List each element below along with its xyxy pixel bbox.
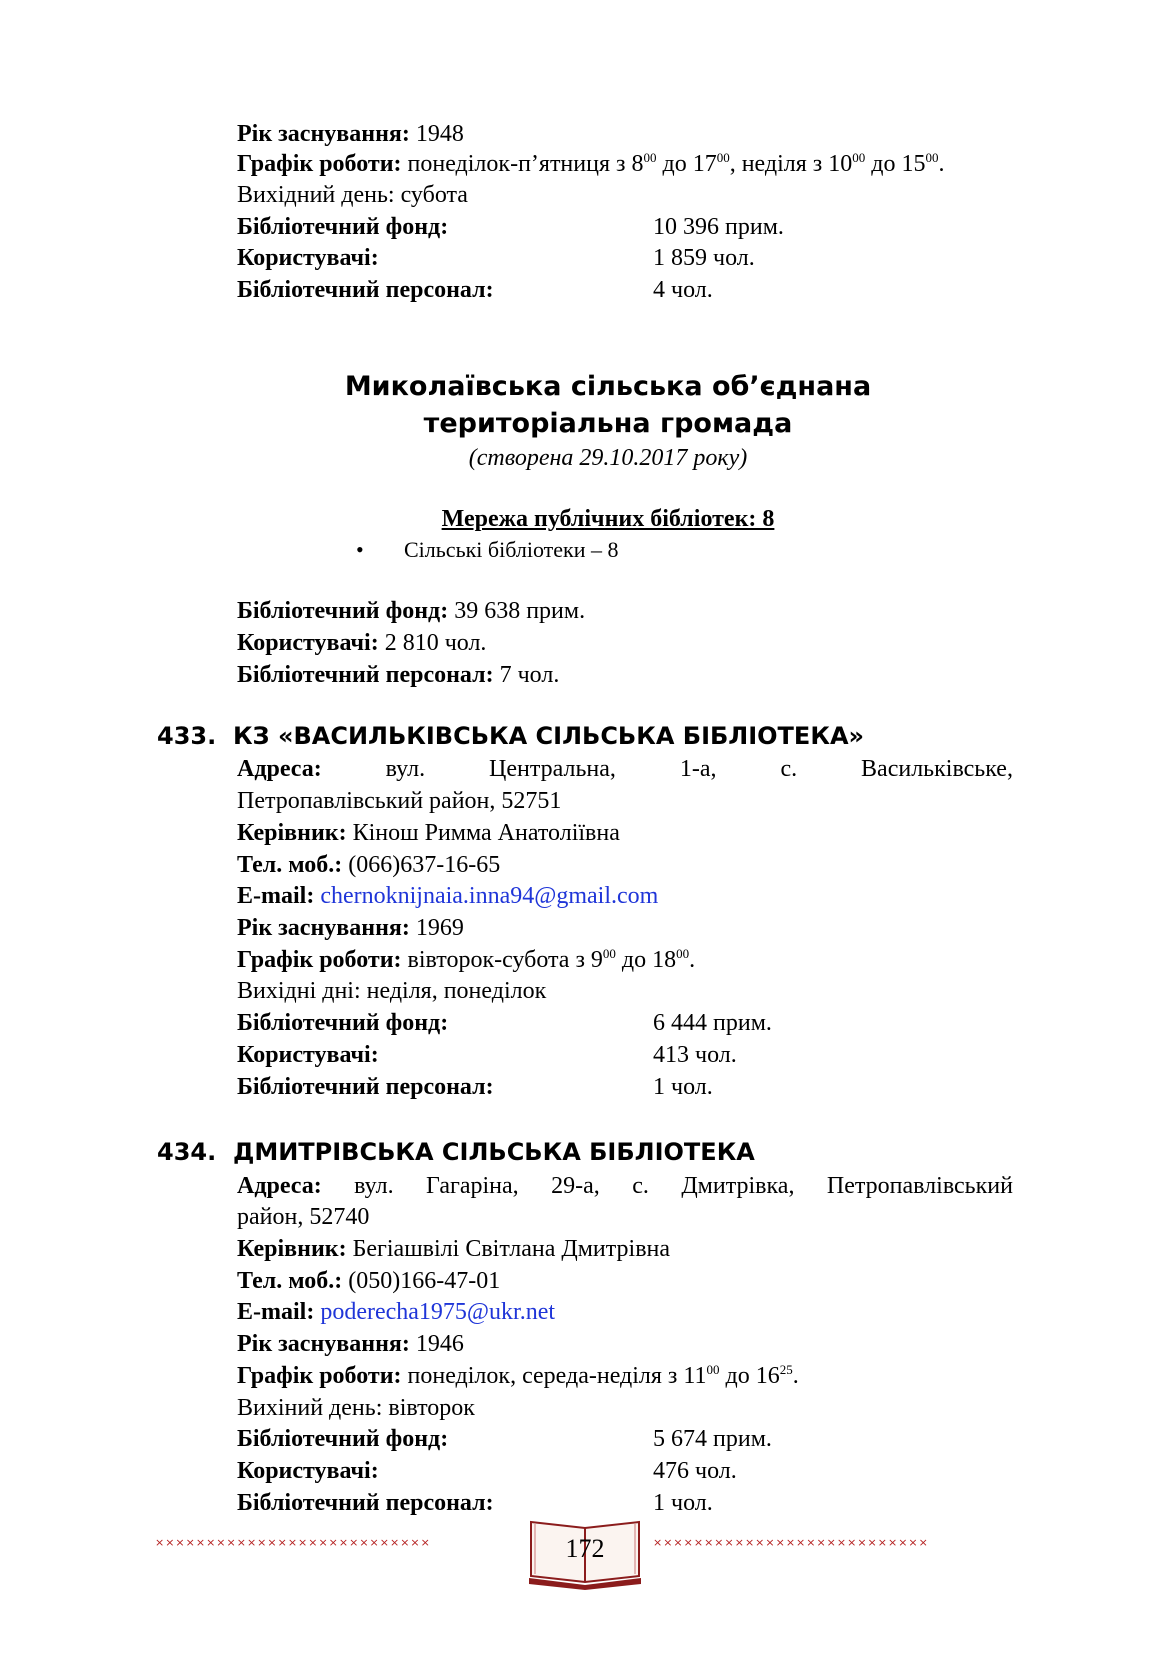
schedule-label: Графік роботи:: [237, 151, 402, 177]
address-word: 1-а,: [679, 756, 717, 782]
footer-ornament-right: ×××××××××××××××××××××××××××: [653, 1536, 929, 1549]
page-footer: [155, 1528, 1015, 1588]
entry-434-users-value: 476 чол.: [653, 1458, 737, 1484]
entry-434-dayoff-line: Вихіний день: вівторок: [237, 1395, 475, 1421]
bullet-text: Сільські бібліотеки – 8: [404, 537, 619, 562]
dayoff-line: Вихідний день: субота: [237, 182, 468, 208]
footer-ornament-left: ×××××××××××××××××××××××××××: [155, 1536, 431, 1549]
schedule-sup: 00: [852, 150, 866, 165]
entry-433-fund-label: Бібліотечний фонд:: [237, 1010, 449, 1036]
schedule-part: .: [689, 947, 696, 973]
schedule-part: вівторок-субота з 9: [401, 947, 603, 973]
entry-title: ДМИТРІВСЬКА СІЛЬСЬКА БІБЛІОТЕКА: [232, 1138, 755, 1166]
network-heading-text: Мережа публічних бібліотек: 8: [441, 506, 775, 532]
entry-title: КЗ «ВАСИЛЬКІВСЬКА СІЛЬСЬКА БІБЛІОТЕКА»: [232, 722, 865, 750]
community-fund-value: 39 638 прим.: [448, 598, 586, 624]
schedule-part: .: [792, 1363, 799, 1389]
phone-value: (050)166-47-01: [342, 1268, 501, 1294]
staff-value: 4 чол.: [653, 277, 713, 303]
community-fund-label: Бібліотечний фонд:: [237, 598, 449, 624]
email-label: E-mail:: [237, 883, 315, 909]
schedule-sup: 00: [925, 150, 939, 165]
users-label: Користувачі:: [237, 245, 379, 271]
address-word: Центральна,: [489, 756, 616, 782]
schedule-part: до 18: [615, 947, 677, 973]
entry-433-email-line: [237, 881, 658, 911]
schedule-part: понеділок, середа-неділя з 11: [401, 1363, 707, 1389]
schedule-part: до 15: [865, 151, 926, 177]
entry-434-staff-value: 1 чол.: [653, 1490, 713, 1516]
community-users-line: [237, 628, 486, 658]
entry-433-staff-label: Бібліотечний персонал:: [237, 1074, 494, 1100]
bullet-dot: •: [356, 537, 364, 562]
schedule-part: , неділя з 10: [729, 151, 853, 177]
entry-433-schedule-line: [237, 945, 695, 975]
community-created: (створена 29.10.2017 року): [468, 445, 748, 471]
schedule-label: Графік роботи:: [237, 947, 402, 973]
schedule-sup: 00: [676, 946, 690, 961]
entry-433-users-value: 413 чол.: [653, 1042, 737, 1068]
founded-label: Рік заснування:: [237, 915, 410, 941]
entry-434-heading: [157, 1137, 755, 1167]
founded-value: 1946: [409, 1331, 464, 1357]
entry-433-founded-line: [237, 913, 464, 943]
schedule-label: Графік роботи:: [237, 1363, 402, 1389]
schedule-part: понеділок-п’ятниця з 8: [401, 151, 644, 177]
entry-434-fund-value: 5 674 прим.: [653, 1426, 772, 1452]
address-word: с.: [632, 1173, 649, 1199]
community-fund-line: [237, 596, 585, 626]
address-word: Васильківське,: [861, 756, 1013, 782]
community-staff-value: 7 чол.: [493, 662, 560, 688]
page-number: 172: [565, 1534, 605, 1563]
entry-433-users-label: Користувачі:: [237, 1042, 379, 1068]
entry-433-staff-value: 1 чол.: [653, 1074, 713, 1100]
community-users-value: 2 810 чол.: [378, 630, 487, 656]
email-link[interactable]: poderecha1975@ukr.net: [320, 1299, 556, 1325]
entry-433-address-line1: [237, 754, 1013, 784]
schedule-part: до 17: [656, 151, 717, 177]
head-value: Кінош Римма Анатоліївна: [346, 820, 620, 846]
entry-434-phone-line: [237, 1266, 500, 1296]
community-staff-line: [237, 660, 559, 690]
schedule-sup: 00: [643, 150, 657, 165]
email-label: E-mail:: [237, 1299, 315, 1325]
founded-label: Рік заснування:: [237, 121, 410, 147]
address-word: вул.: [385, 756, 426, 782]
schedule-part: до 16: [719, 1363, 780, 1389]
head-value: Бегіашвілі Світлана Дмитрівна: [346, 1236, 671, 1262]
community-title-line2: територіальна громада: [423, 408, 793, 439]
address-word: Петропавлівський: [826, 1173, 1013, 1199]
fund-label: Бібліотечний фонд:: [237, 214, 449, 240]
head-label: Керівник:: [237, 820, 347, 846]
community-staff-label: Бібліотечний персонал:: [237, 662, 494, 688]
address-label: Адреса:: [237, 756, 322, 782]
staff-label: Бібліотечний персонал:: [237, 277, 494, 303]
address-word: 29-а,: [551, 1173, 600, 1199]
founded-value: 1948: [409, 121, 464, 147]
email-link[interactable]: chernoknijnaia.inna94@gmail.com: [320, 883, 659, 909]
entry-434-staff-label: Бібліотечний персонал:: [237, 1490, 494, 1516]
address-label: Адреса:: [237, 1173, 322, 1199]
phone-value: (066)637-16-65: [342, 852, 501, 878]
entry-number: 434.: [157, 1138, 217, 1166]
schedule-sup: 25: [779, 1362, 793, 1377]
community-users-label: Користувачі:: [237, 630, 379, 656]
phone-label: Тел. моб.:: [237, 852, 343, 878]
entry-433-fund-value: 6 444 прим.: [653, 1010, 772, 1036]
schedule-part: .: [938, 151, 945, 177]
entry-434-address-line1: [237, 1171, 1013, 1201]
entry-number: 433.: [157, 722, 217, 750]
entry-433-phone-line: [237, 850, 500, 880]
schedule-sup: 00: [716, 150, 730, 165]
phone-label: Тел. моб.:: [237, 1268, 343, 1294]
head-label: Керівник:: [237, 1236, 347, 1262]
entry-434-schedule-line: [237, 1361, 799, 1391]
address-word: Дмитрівка,: [681, 1173, 795, 1199]
entry-434-head-line: [237, 1234, 670, 1264]
community-title-line1: Миколаївська сільська об’єднана: [344, 371, 872, 402]
entry-433-heading: [157, 721, 864, 751]
network-heading: [0, 504, 1170, 534]
bullet-item: [356, 536, 619, 564]
fund-value: 10 396 прим.: [653, 214, 784, 240]
address-word: Гагаріна,: [426, 1173, 519, 1199]
entry-433-dayoff-line: Вихідні дні: неділя, понеділок: [237, 978, 547, 1004]
founded-value: 1969: [409, 915, 464, 941]
address-word: с.: [780, 756, 798, 782]
entry-433-address-line2: Петропавлівський район, 52751: [237, 788, 562, 814]
entry-434-users-label: Користувачі:: [237, 1458, 379, 1484]
entry-434-email-line: [237, 1297, 555, 1327]
entry-434-address-line2: район, 52740: [237, 1204, 370, 1230]
entry-434-fund-label: Бібліотечний фонд:: [237, 1426, 449, 1452]
users-value: 1 859 чол.: [653, 245, 755, 271]
schedule-line: [237, 149, 944, 179]
schedule-sup: 00: [706, 1362, 720, 1377]
founded-line: [237, 119, 464, 149]
founded-label: Рік заснування:: [237, 1331, 410, 1357]
entry-433-head-line: [237, 818, 620, 848]
schedule-sup: 00: [602, 946, 616, 961]
address-word: вул.: [354, 1173, 394, 1199]
entry-434-founded-line: [237, 1329, 464, 1359]
